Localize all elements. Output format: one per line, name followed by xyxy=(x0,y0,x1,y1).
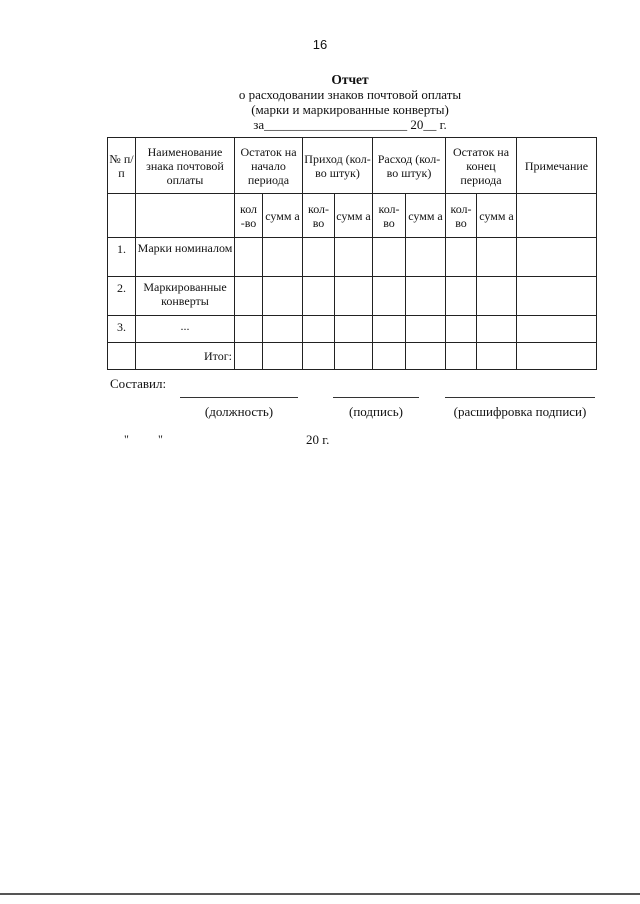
header-opening: Остаток на начало периода xyxy=(235,138,303,194)
table-cell xyxy=(235,343,263,370)
table-cell xyxy=(263,343,303,370)
table-cell xyxy=(406,277,446,316)
table-cell xyxy=(446,316,477,343)
table-cell xyxy=(373,277,406,316)
date-year: 20 г. xyxy=(306,432,330,447)
subheader-qty: кол- во xyxy=(446,194,477,238)
period-blank: ______________________ xyxy=(264,117,408,132)
row-name: Маркированные конверты xyxy=(136,277,235,316)
decoding-line xyxy=(445,397,595,398)
report-title: Отчет xyxy=(331,72,369,87)
row-name: Марки номиналом xyxy=(136,238,235,277)
table-cell xyxy=(373,238,406,277)
table-cell xyxy=(263,316,303,343)
report-period xyxy=(0,117,640,132)
table-cell xyxy=(406,343,446,370)
compiled-label: Составил: xyxy=(110,376,167,391)
position-line xyxy=(180,397,298,398)
table-cell xyxy=(477,277,517,316)
table-cell xyxy=(446,343,477,370)
table-cell xyxy=(303,343,335,370)
table-cell xyxy=(373,316,406,343)
signature-line xyxy=(333,397,419,398)
table-subheader-row xyxy=(108,194,597,238)
date-quote-open: " xyxy=(124,432,129,446)
header-expense: Расход (кол-во штук) xyxy=(373,138,446,194)
table-row xyxy=(108,316,597,343)
table-cell xyxy=(446,277,477,316)
row-num: 2. xyxy=(108,277,136,316)
report-subtitle-line-1: о расходовании знаков почтовой оплаты xyxy=(238,87,462,102)
decoding-caption: (расшифровка подписи) xyxy=(453,404,587,419)
header-note: Примечание xyxy=(517,138,597,194)
table-cell xyxy=(517,343,597,370)
table-cell xyxy=(303,316,335,343)
table-cell xyxy=(335,277,373,316)
page-number: 16 xyxy=(312,37,328,52)
table-cell xyxy=(335,316,373,343)
date-quote-close: " xyxy=(158,432,163,446)
table-cell xyxy=(263,238,303,277)
table-cell xyxy=(373,343,406,370)
row-num: 1. xyxy=(108,238,136,277)
report-header xyxy=(0,72,640,132)
report-table xyxy=(107,137,597,370)
table-cell xyxy=(235,277,263,316)
bottom-rule xyxy=(0,893,640,895)
table-cell xyxy=(108,343,136,370)
subheader-qty: кол -во xyxy=(235,194,263,238)
subheader-sum: сумм а xyxy=(406,194,446,238)
table-cell xyxy=(136,194,235,238)
table-cell xyxy=(235,316,263,343)
table-cell xyxy=(517,238,597,277)
subheader-sum: сумм а xyxy=(477,194,517,238)
table-row xyxy=(108,238,597,277)
row-num: 3. xyxy=(108,316,136,343)
table-cell xyxy=(446,238,477,277)
table-cell xyxy=(335,343,373,370)
table-cell xyxy=(406,316,446,343)
subheader-qty: кол- во xyxy=(303,194,335,238)
table-cell xyxy=(303,277,335,316)
header-name: Наименование знака почтовой оплаты xyxy=(136,138,235,194)
total-label: Итог: xyxy=(136,343,235,370)
table-cell xyxy=(477,316,517,343)
table-cell xyxy=(335,238,373,277)
row-name: ... xyxy=(136,316,235,343)
subheader-sum: сумм а xyxy=(263,194,303,238)
table-cell xyxy=(517,194,597,238)
table-cell xyxy=(108,194,136,238)
table-row xyxy=(108,277,597,316)
subheader-sum: сумм а xyxy=(335,194,373,238)
table-header-row xyxy=(108,138,597,194)
position-caption: (должность) xyxy=(204,404,274,419)
subheader-qty: кол- во xyxy=(373,194,406,238)
table-cell xyxy=(303,238,335,277)
table-cell xyxy=(477,238,517,277)
table-cell xyxy=(477,343,517,370)
header-num: № п/п xyxy=(108,138,136,194)
header-income: Приход (кол-во штук) xyxy=(303,138,373,194)
table-cell xyxy=(263,277,303,316)
header-closing: Остаток на конец периода xyxy=(446,138,517,194)
table-cell xyxy=(406,238,446,277)
period-year: 20__ г. xyxy=(410,117,447,132)
report-subtitle-line-2: (марки и маркированные конверты) xyxy=(251,102,449,117)
period-prefix: за xyxy=(253,117,265,132)
signature-caption: (подпись) xyxy=(349,404,403,419)
table-total-row xyxy=(108,343,597,370)
table-cell xyxy=(235,238,263,277)
table-cell xyxy=(517,277,597,316)
table-cell xyxy=(517,316,597,343)
